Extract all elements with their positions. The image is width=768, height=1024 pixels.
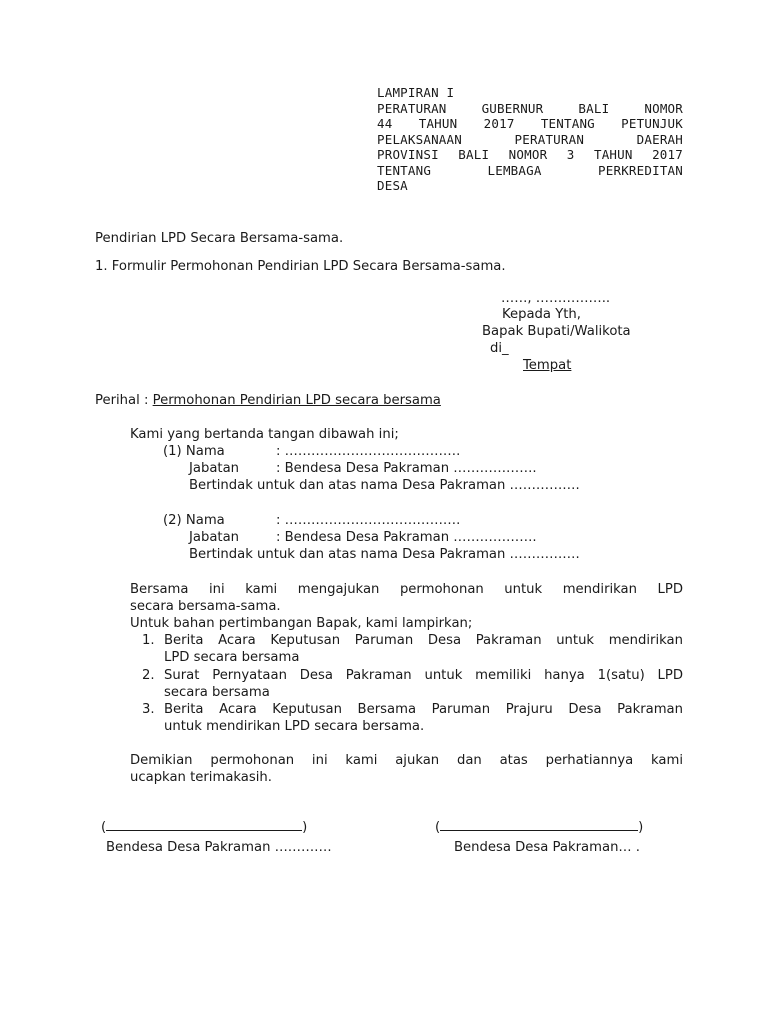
signature-1-label: Bendesa Desa Pakraman …………. bbox=[106, 840, 332, 855]
attachment-2-line2: secara bersama bbox=[164, 685, 270, 700]
request-paragraph-line2: secara bersama-sama. bbox=[130, 599, 281, 614]
attachment-1-num: 1. bbox=[142, 633, 155, 648]
signatory-2-position-value: : Bendesa Desa Pakraman ………………. bbox=[276, 530, 537, 545]
signatory-2-acting: Bertindak untuk dan atas nama Desa Pakraman ……………. bbox=[189, 547, 580, 562]
recipient-place: Tempat bbox=[523, 358, 572, 373]
closing-line2: ucapkan terimakasih. bbox=[130, 770, 272, 785]
attachment-2-line1: Surat Pernyataan Desa Pakraman untuk memiliki hanya 1(satu) LPD bbox=[164, 668, 683, 683]
signature-1-close: ) bbox=[302, 820, 308, 835]
attachment-3-line2: untuk mendirikan LPD secara bersama. bbox=[164, 719, 425, 734]
signatory-1-position-value: : Bendesa Desa Pakraman ………………. bbox=[276, 461, 537, 476]
signatory-1-name-value: : …………………………………. bbox=[276, 444, 461, 459]
signature-2-label: Bendesa Desa Pakraman… . bbox=[454, 840, 640, 855]
header-line: LAMPIRAN I bbox=[377, 85, 455, 100]
place-date: ……, …………….. bbox=[501, 291, 611, 306]
header-line: TENTANG LEMBAGA PERKREDITAN bbox=[377, 162, 683, 178]
signature-1-blank bbox=[106, 819, 302, 831]
signature-2-close: ) bbox=[638, 820, 644, 835]
attachment-1-line1: Berita Acara Keputusan Paruman Desa Pakraman untuk mendirikan bbox=[164, 633, 683, 648]
attachment-2-num: 2. bbox=[142, 668, 155, 683]
header-line: 44 TAHUN 2017 TENTANG PETUNJUK bbox=[377, 116, 683, 131]
form-title: 1. Formulir Permohonan Pendirian LPD Secara Bersama-sama. bbox=[95, 259, 506, 274]
attachment-1-line2: LPD secara bersama bbox=[164, 650, 300, 665]
recipient-title: Bapak Bupati/Walikota bbox=[482, 324, 631, 339]
attachment-3-num: 3. bbox=[142, 702, 155, 717]
consideration-text: Untuk bahan pertimbangan Bapak, kami lampirkan; bbox=[130, 616, 473, 631]
signatory-2-name-value: : …………………………………. bbox=[276, 513, 461, 528]
signature-line-2 bbox=[435, 819, 643, 836]
signature-2-open: ( bbox=[435, 820, 441, 835]
section-title: Pendirian LPD Secara Bersama-sama. bbox=[95, 231, 344, 246]
closing-line1: Demikian permohonan ini kami ajukan dan atas perhatiannya kami bbox=[130, 753, 683, 768]
signature-line-1 bbox=[101, 819, 307, 836]
subject-text: Permohonan Pendirian LPD secara bersama bbox=[152, 393, 441, 408]
attachment-header bbox=[377, 85, 683, 194]
recipient-greeting: Kepada Yth, bbox=[502, 307, 581, 322]
signature-1-open: ( bbox=[101, 820, 107, 835]
header-line: PELAKSANAAN PERATURAN DAERAH bbox=[377, 131, 683, 147]
header-line: PROVINSI BALI NOMOR 3 TAHUN 2017 bbox=[377, 147, 683, 162]
header-line: DESA bbox=[377, 178, 408, 193]
subject-line bbox=[95, 392, 441, 409]
signature-2-blank bbox=[440, 819, 638, 831]
subject-label: Perihal : bbox=[95, 393, 153, 408]
request-paragraph-line1: Bersama ini kami mengajukan permohonan untuk mendirikan LPD bbox=[130, 582, 683, 597]
recipient-at: di_ bbox=[490, 341, 509, 356]
signatory-2-name-label: (2) Nama bbox=[163, 513, 225, 528]
signatory-1-name-label: (1) Nama bbox=[163, 444, 225, 459]
header-line: PERATURAN GUBERNUR BALI NOMOR bbox=[377, 100, 683, 116]
intro-text: Kami yang bertanda tangan dibawah ini; bbox=[130, 427, 399, 442]
attachment-3-line1: Berita Acara Keputusan Bersama Paruman Prajuru Desa Pakraman bbox=[164, 702, 683, 717]
signatory-1-position-label: Jabatan bbox=[189, 461, 240, 476]
signatory-2-position-label: Jabatan bbox=[189, 530, 240, 545]
signatory-1-acting: Bertindak untuk dan atas nama Desa Pakraman ……………. bbox=[189, 478, 580, 493]
